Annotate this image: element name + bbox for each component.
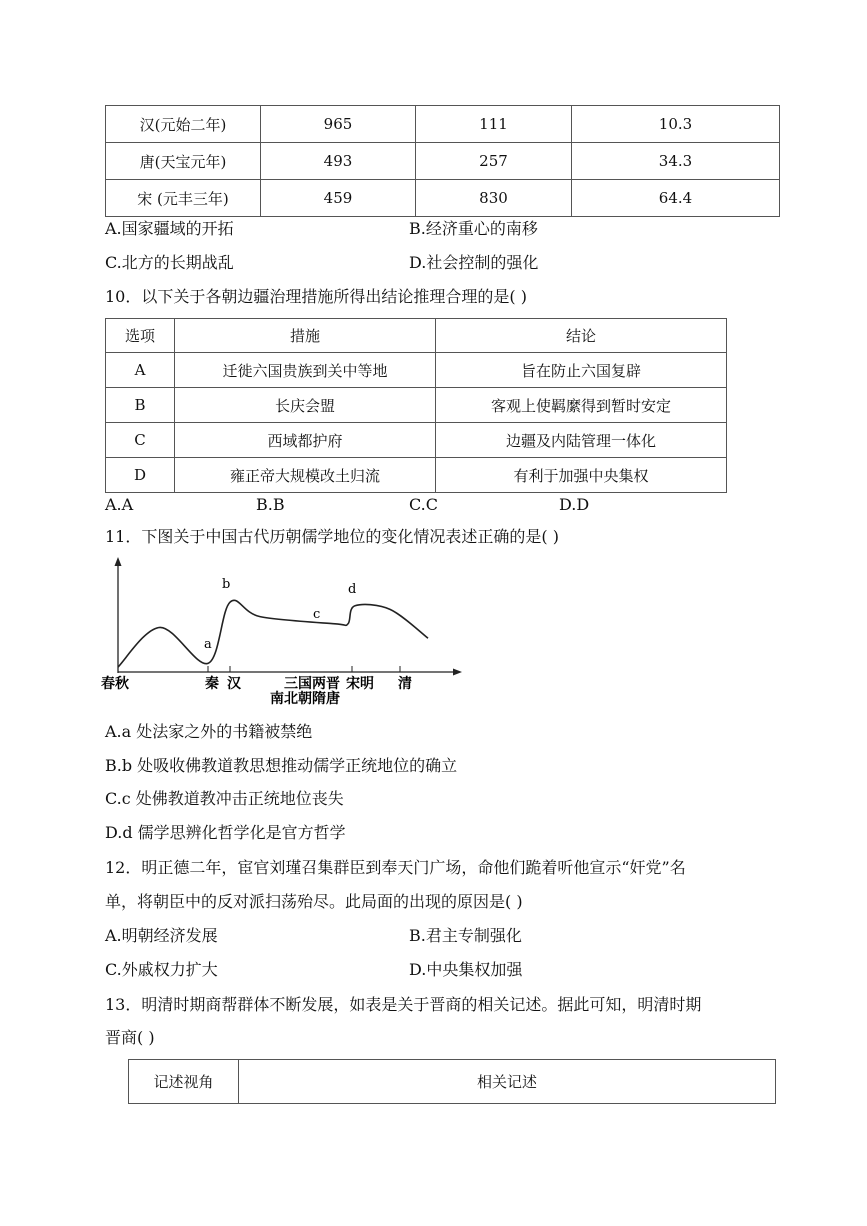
q12-stem-line2: 单，将朝臣中的反对派扫荡殆尽。此局面的出现的原因是( ) — [105, 892, 523, 911]
cell-conclusion: 有利于加强中央集权 — [436, 458, 727, 493]
q13-header-records: 相关记述 — [239, 1060, 776, 1104]
table-row — [106, 423, 727, 458]
x-axis-arrow — [453, 669, 462, 676]
x-tick-label: 春秋 — [101, 676, 129, 692]
x-tick-label: 清 — [398, 676, 412, 692]
x-tick-label: 秦 — [205, 676, 219, 692]
cell-measure: 雍正帝大规模改土归流 — [175, 458, 436, 493]
table-row — [106, 143, 780, 180]
cell-value-2: 111 — [416, 106, 572, 143]
point-label-d: d — [348, 582, 357, 597]
q11-option-c[interactable]: C.c 处佛教道教冲击正统地位丧失 — [105, 789, 344, 808]
population-table — [105, 105, 780, 217]
x-tick-label: 宋明 — [346, 676, 374, 692]
table-row — [106, 180, 780, 217]
q11-stem: 11．下图关于中国古代历朝儒学地位的变化情况表述正确的是( ) — [105, 527, 559, 546]
cell-value-1: 965 — [261, 106, 416, 143]
cell-conclusion: 旨在防止六国复辟 — [436, 353, 727, 388]
cell-measure: 西域都护府 — [175, 423, 436, 458]
q12-option-b[interactable]: B.君主专制强化 — [409, 926, 522, 945]
q9-option-b[interactable]: B.经济重心的南移 — [409, 219, 538, 238]
q9-option-a[interactable]: A.国家疆域的开拓 — [105, 219, 234, 238]
cell-option: D — [106, 458, 175, 493]
cell-value-2: 257 — [416, 143, 572, 180]
cell-conclusion: 边疆及内陆管理一体化 — [436, 423, 727, 458]
cell-option: B — [106, 388, 175, 423]
cell-dynasty: 汉(元始二年) — [106, 106, 261, 143]
cell-measure: 迁徙六国贵族到关中等地 — [175, 353, 436, 388]
point-label-b: b — [222, 577, 231, 592]
cell-dynasty: 唐(天宝元年) — [106, 143, 261, 180]
cell-value-3: 10.3 — [572, 106, 780, 143]
table-row — [106, 353, 727, 388]
q9-option-c[interactable]: C.北方的长期战乱 — [105, 253, 234, 272]
cell-value-3: 64.4 — [572, 180, 780, 217]
header-option: 选项 — [106, 319, 175, 353]
q12-option-a[interactable]: A.明朝经济发展 — [105, 926, 218, 945]
cell-option: A — [106, 353, 175, 388]
point-label-c: c — [313, 607, 321, 622]
q9-option-d[interactable]: D.社会控制的强化 — [409, 253, 539, 272]
q13-header-perspective: 记述视角 — [129, 1060, 239, 1104]
header-measure: 措施 — [175, 319, 436, 353]
q10-option-b[interactable]: B.B — [256, 495, 285, 514]
q13-stem-line1: 13．明清时期商帮群体不断发展，如表是关于晋商的相关记述。据此可知，明清时期 — [105, 995, 702, 1014]
q10-option-a[interactable]: A.A — [105, 495, 134, 514]
table-row — [106, 388, 727, 423]
cell-measure: 长庆会盟 — [175, 388, 436, 423]
q12-stem-line1: 12．明正德二年，宦官刘瑾召集群臣到奉天门广场，命他们跪着听他宣示“奸党”名 — [105, 858, 686, 877]
cell-conclusion: 客观上使羁縻得到暂时安定 — [436, 388, 727, 423]
cell-value-2: 830 — [416, 180, 572, 217]
q12-option-c[interactable]: C.外戚权力扩大 — [105, 960, 218, 979]
table-row — [106, 106, 780, 143]
q10-table — [105, 318, 727, 493]
q11-option-a[interactable]: A.a 处法家之外的书籍被禁绝 — [105, 722, 313, 741]
series-line — [118, 600, 428, 667]
cell-option: C — [106, 423, 175, 458]
q12-option-d[interactable]: D.中央集权加强 — [409, 960, 523, 979]
cell-value-3: 34.3 — [572, 143, 780, 180]
point-label-a: a — [204, 637, 212, 652]
table-header-row — [106, 319, 727, 353]
header-conclusion: 结论 — [436, 319, 727, 353]
q10-option-c[interactable]: C.C — [409, 495, 438, 514]
y-axis-arrow — [115, 557, 122, 566]
x-tick-label: 三国两晋 — [284, 676, 340, 692]
table-row — [106, 458, 727, 493]
x-tick-label: 南北朝隋唐 — [270, 691, 340, 707]
cell-value-1: 493 — [261, 143, 416, 180]
q11-option-d[interactable]: D.d 儒学思辨化哲学化是官方哲学 — [105, 823, 346, 842]
q10-stem: 10．以下关于各朝边疆治理措施所得出结论推理合理的是( ) — [105, 287, 527, 306]
x-tick-label: 汉 — [227, 676, 241, 692]
q10-option-d[interactable]: D.D — [559, 495, 590, 514]
confucianism-status-chart — [100, 555, 470, 710]
q13-table — [128, 1059, 776, 1104]
q11-option-b[interactable]: B.b 处吸收佛教道教思想推动儒学正统地位的确立 — [105, 756, 458, 775]
cell-value-1: 459 — [261, 180, 416, 217]
cell-dynasty: 宋 (元丰三年) — [106, 180, 261, 217]
q13-stem-line2: 晋商( ) — [105, 1028, 155, 1047]
